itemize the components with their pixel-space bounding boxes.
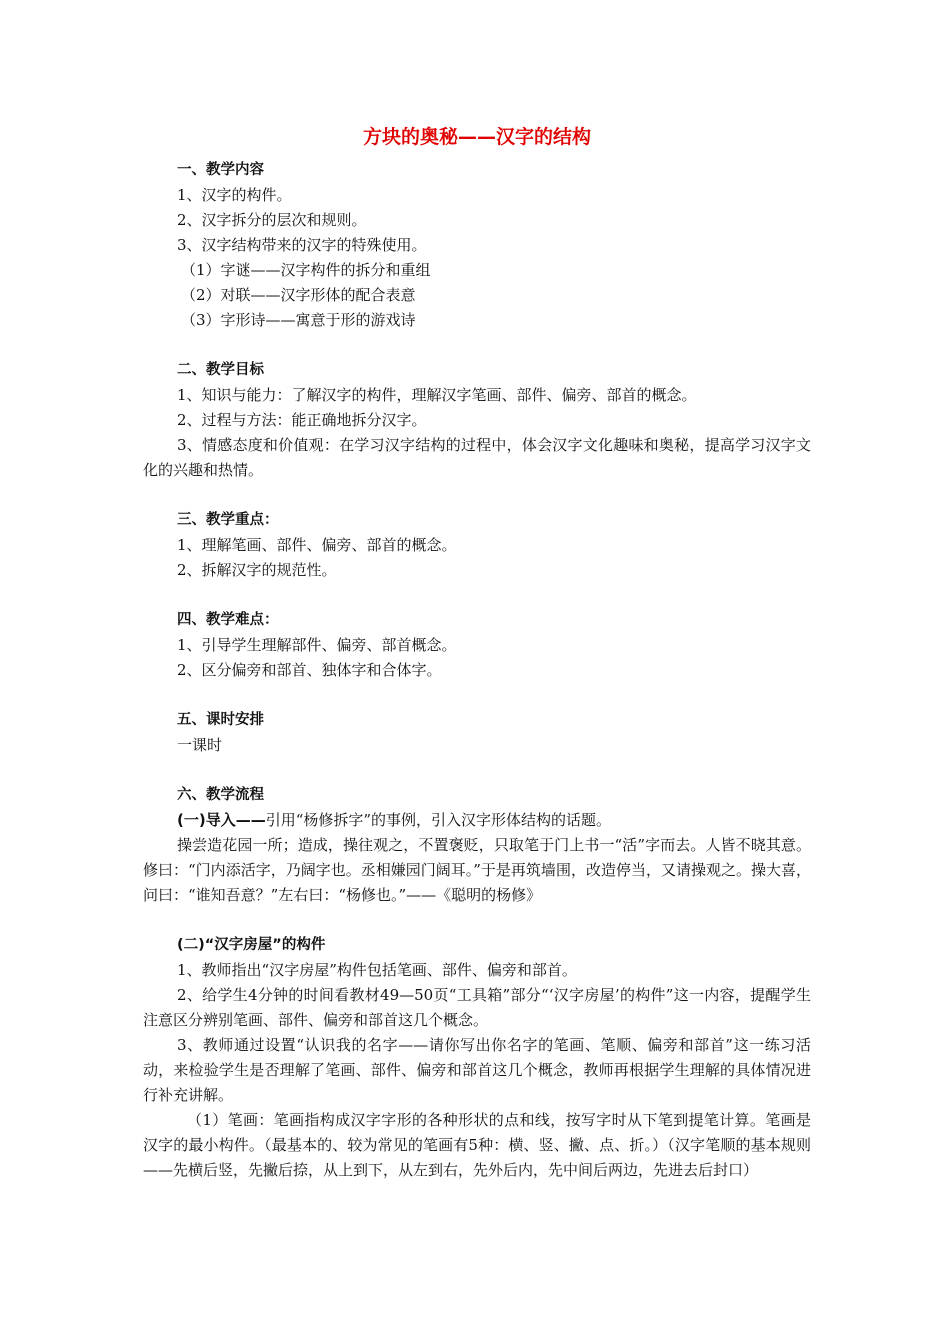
list-item: 2、过程与方法：能正确地拆分汉字。 [177, 411, 427, 429]
list-item: 2、区分偏旁和部首、独体字和合体字。 [177, 661, 442, 679]
list-item: 3、汉字结构带来的汉字的特殊使用。 [177, 236, 427, 254]
sub-list-item: （2）对联——汉字形体的配合表意 [181, 286, 416, 304]
list-item: 1、引导学生理解部件、偏旁、部首概念。 [177, 636, 457, 654]
section-heading-process: 六、教学流程 [177, 787, 264, 803]
schedule-text: 一课时 [177, 736, 223, 754]
list-item: 2、拆解汉字的规范性。 [177, 561, 337, 579]
list-item: 1、教师指出“汉字房屋”构件包括笔画、部件、偏旁和部首。 [177, 961, 577, 979]
section-heading-content: 一、教学内容 [177, 162, 264, 178]
stroke-paragraph: （1）笔画：笔画指构成汉字字形的各种形状的点和线，按写字时从下笔到提笔计算。笔画是汉字的最小构件。（最基本的、较为常见的笔画有5种：横、竖、撇、点、折。）（汉字笔顺的基本规则——先横后竖，先撇后捺，从上到下，从左到右，先外后内，先中间后两边，先进去后封口） [143, 1111, 811, 1179]
list-item: 3、情感态度和价值观：在学习汉字结构的过程中，体会汉字文化趣味和奥秘，提高学习汉字文化的兴趣和热情。 [143, 436, 811, 479]
document-body [143, 122, 811, 1183]
list-item: 1、汉字的构件。 [177, 186, 292, 204]
list-item: 2、给学生4分钟的时间看教材49—50页“工具箱”部分“‘汉字房屋’的构件”这一内容，提醒学生注意区分辨别笔画、部件、偏旁和部首这几个概念。 [143, 986, 811, 1029]
section-heading-goals: 二、教学目标 [177, 362, 264, 378]
document-title: 方块的奥秘——汉字的结构 [362, 126, 591, 148]
section-heading-difficulties: 四、教学难点： [177, 612, 279, 628]
intro-paragraph [143, 808, 811, 833]
section-heading-schedule: 五、课时安排 [177, 712, 264, 728]
list-item: 1、知识与能力：了解汉字的构件，理解汉字笔画、部件、偏旁、部首的概念。 [177, 386, 697, 404]
intro-text: 引用“杨修拆字”的事例，引入汉字形体结构的话题。 [265, 811, 612, 829]
list-item: 2、汉字拆分的层次和规则。 [177, 211, 367, 229]
story-paragraph: 操尝造花园一所；造成，操往观之，不置褒贬，只取笔于门上书一“活”字而去。人皆不晓其意。修曰：“门内添活字，乃阔字也。丞相嫌园门阔耳。”于是再筑墙围，改造停当，又请操观之。操大喜，问曰：“谁知吾意？”左右曰：“杨修也。”——《聪明的杨修》 [143, 836, 811, 904]
intro-label: (一)导入—— [177, 811, 266, 829]
list-item: 3、教师通过设置“认识我的名字——请你写出你名字的笔画、笔顺、偏旁和部首”这一练习活动，来检验学生是否理解了笔画、部件、偏旁和部首这几个概念，教师再根据学生理解的具体情况进行补充讲解。 [143, 1036, 811, 1104]
sub-list-item: （3）字形诗——寓意于形的游戏诗 [181, 311, 416, 329]
sub-list-item: （1）字谜——汉字构件的拆分和重组 [181, 261, 431, 279]
subsection-heading-components: (二)“汉字房屋”的构件 [177, 937, 326, 953]
list-item: 1、理解笔画、部件、偏旁、部首的概念。 [177, 536, 457, 554]
section-heading-key-points: 三、教学重点： [177, 512, 279, 528]
